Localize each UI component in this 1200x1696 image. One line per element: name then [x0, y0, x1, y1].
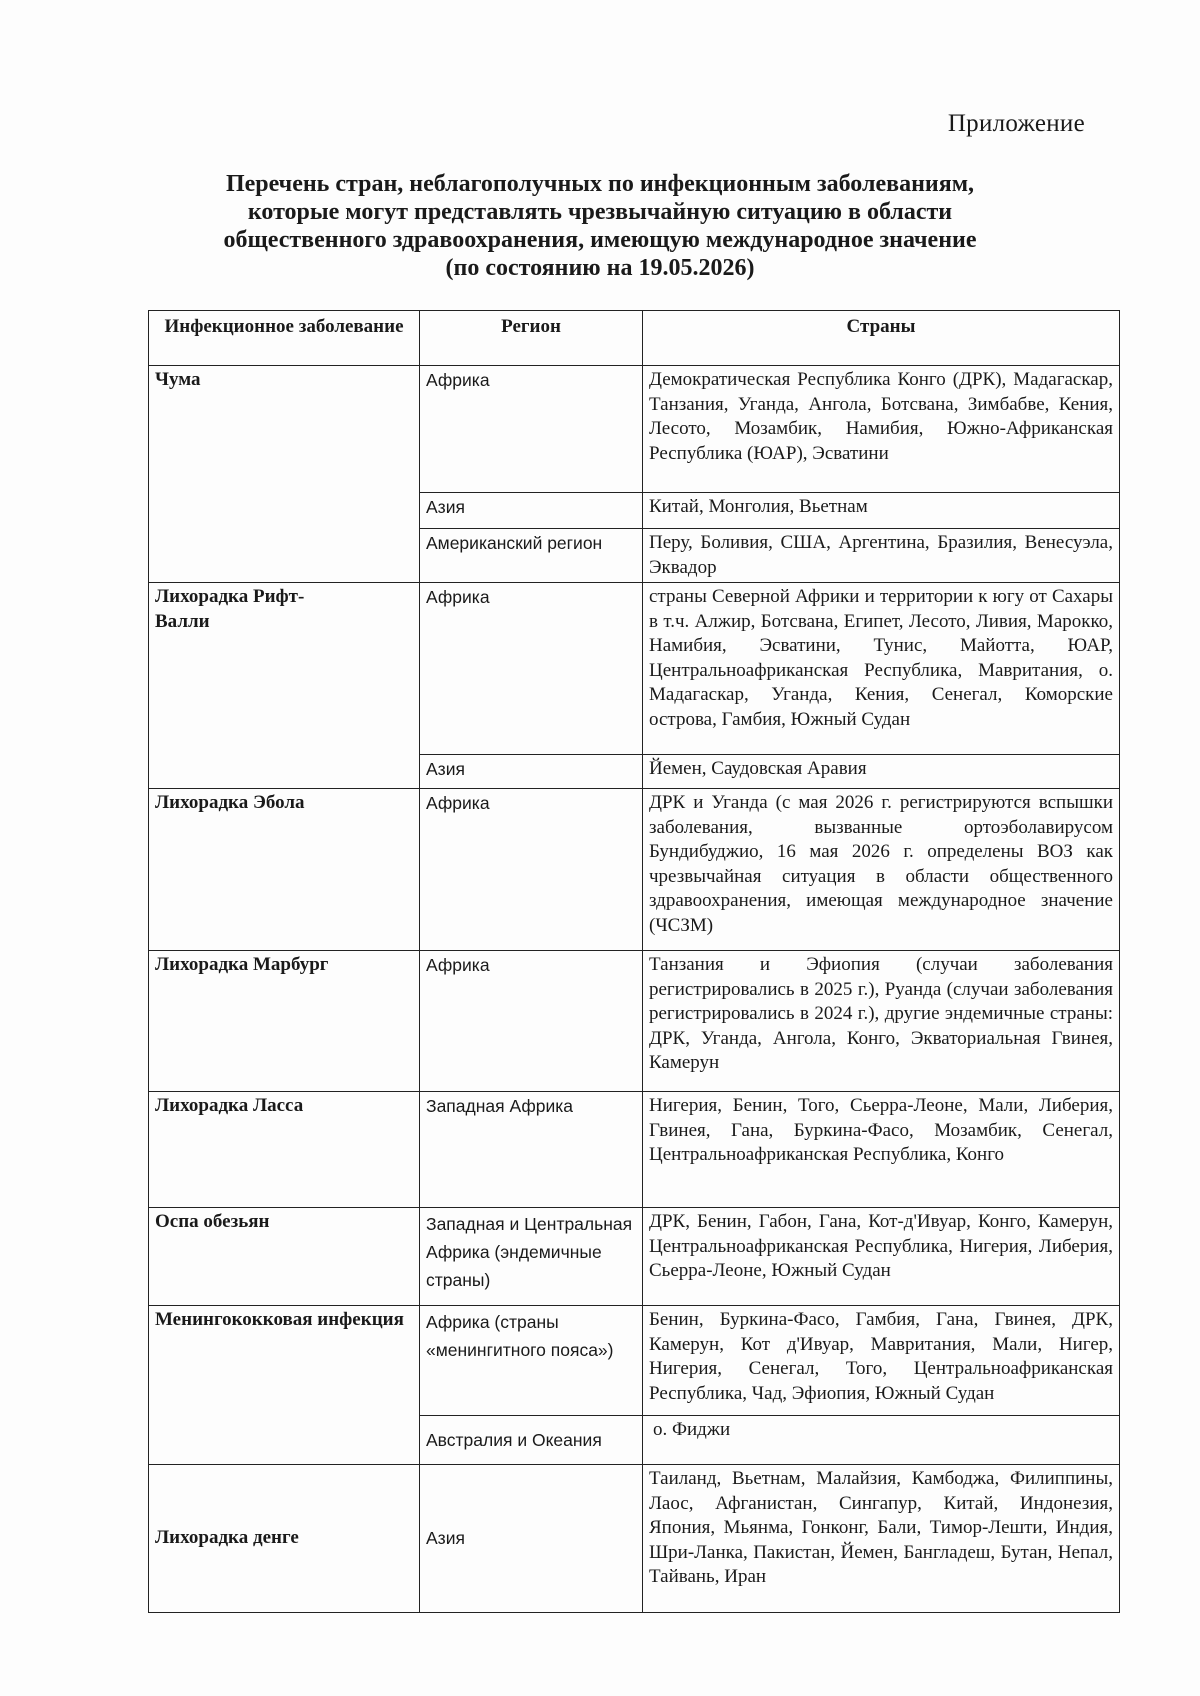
- disease-cell: Лихорадка денге: [149, 1465, 420, 1613]
- table-row: [149, 583, 1120, 755]
- region-cell: Австралия и Океания: [420, 1416, 643, 1465]
- appendix-label: Приложение: [947, 110, 1085, 137]
- region-cell: Азия: [420, 755, 643, 789]
- region-cell: Американский регион: [420, 529, 643, 583]
- countries-cell: ДРК, Бенин, Габон, Гана, Кот-д'Ивуар, Конго, Камерун, Центральноафриканская Республика, Нигерия, Либерия, Сьерра-Леоне, Южный Судан: [643, 1208, 1120, 1306]
- region-cell: Африка: [420, 951, 643, 1092]
- header-countries: Страны: [643, 311, 1120, 366]
- disease-cell: Оспа обезьян: [149, 1208, 420, 1306]
- disease-cell: Лихорадка Рифт-Валли: [149, 583, 420, 789]
- document-title: [140, 170, 1060, 282]
- region-cell: Азия: [420, 493, 643, 529]
- disease-cell: Менингококковая инфекция: [149, 1306, 420, 1465]
- region-cell: Западная Африка: [420, 1092, 643, 1208]
- title-line: (по состоянию на 19.05.2026): [445, 255, 755, 281]
- region-cell: Африка: [420, 583, 643, 755]
- header-disease: Инфекционное заболевание: [149, 311, 420, 366]
- disease-cell: Лихорадка Эбола: [149, 789, 420, 951]
- table-row: [149, 1306, 1120, 1416]
- region-cell: Африка: [420, 366, 643, 493]
- countries-cell: Танзания и Эфиопия (случаи заболевания регистрировались в 2025 г.), Руанда (случаи заболевания регистрировались в 2024 г.), другие эндемичные страны: ДРК, Уганда, Ангола, Конго, Экваториальная Гвинея, Камерун: [643, 951, 1120, 1092]
- title-line: общественного здравоохранения, имеющую международное значение: [223, 227, 977, 253]
- countries-cell: Китай, Монголия, Вьетнам: [643, 493, 1120, 529]
- table-row: [149, 951, 1120, 1092]
- header-region: Регион: [420, 311, 643, 366]
- countries-cell: страны Северной Африки и территории к югу от Сахары в т.ч. Алжир, Ботсвана, Египет, Лесото, Ливия, Марокко, Намибия, Эсватини, Тунис, Майотта, ЮАР, Центральноафриканская Республика, Мавритания, о. Мадагаскар, Уганда, Кения, Сенегал, Коморские острова, Гамбия, Южный Судан: [643, 583, 1120, 755]
- table-row: [149, 789, 1120, 951]
- disease-cell: Лихорадка Ласса: [149, 1092, 420, 1208]
- countries-cell: Демократическая Республика Конго (ДРК), Мадагаскар, Танзания, Уганда, Ангола, Ботсвана, Зимбабве, Кения, Лесото, Мозамбик, Намибия, Южно-Африканская Республика (ЮАР), Эсватини: [643, 366, 1120, 493]
- countries-cell: Нигерия, Бенин, Того, Сьерра-Леоне, Мали, Либерия, Гвинея, Гана, Буркина-Фасо, Мозамбик, Сенегал, Центральноафриканская Республика, Конго: [643, 1092, 1120, 1208]
- table-row: [149, 1092, 1120, 1208]
- disease-cell: Лихорадка Марбург: [149, 951, 420, 1092]
- title-line: которые могут представлять чрезвычайную ситуацию в области: [247, 199, 953, 225]
- table-row: [149, 366, 1120, 493]
- table-row: [149, 1208, 1120, 1306]
- countries-cell: Бенин, Буркина-Фасо, Гамбия, Гана, Гвинея, ДРК, Камерун, Кот д'Ивуар, Мавритания, Мали, Нигер, Нигерия, Сенегал, Того, Центральноафриканская Республика, Чад, Эфиопия, Южный Судан: [643, 1306, 1120, 1416]
- disease-cell: Чума: [149, 366, 420, 583]
- region-cell: Западная и Центральная Африка (эндемичные страны): [420, 1208, 643, 1306]
- countries-table: [148, 310, 1120, 1613]
- countries-cell: о. Фиджи: [643, 1416, 1120, 1465]
- countries-cell: Таиланд, Вьетнам, Малайзия, Камбоджа, Филиппины, Лаос, Афганистан, Сингапур, Китай, Индонезия, Япония, Мьянма, Гонконг, Бали, Тимор-Лешти, Индия, Шри-Ланка, Пакистан, Йемен, Бангладеш, Бутан, Непал, Тайвань, Иран: [643, 1465, 1120, 1613]
- table-header-row: [149, 311, 1120, 366]
- region-cell: Азия: [420, 1465, 643, 1613]
- countries-cell: Перу, Боливия, США, Аргентина, Бразилия, Венесуэла, Эквадор: [643, 529, 1120, 583]
- title-line: Перечень стран, неблагополучных по инфекционным заболеваниям,: [225, 171, 975, 197]
- region-cell: Африка (страны «менингитного пояса»): [420, 1306, 643, 1416]
- countries-cell: Йемен, Саудовская Аравия: [643, 755, 1120, 789]
- region-cell: Африка: [420, 789, 643, 951]
- table-row: [149, 1465, 1120, 1613]
- countries-cell: ДРК и Уганда (с мая 2026 г. регистрируются вспышки заболевания, вызванные ортоэболавирусом Бундибуджио, 16 мая 2026 г. определены ВОЗ как чрезвычайная ситуация в области общественного здравоохранения, имеющая международное значение (ЧСЗМ): [643, 789, 1120, 951]
